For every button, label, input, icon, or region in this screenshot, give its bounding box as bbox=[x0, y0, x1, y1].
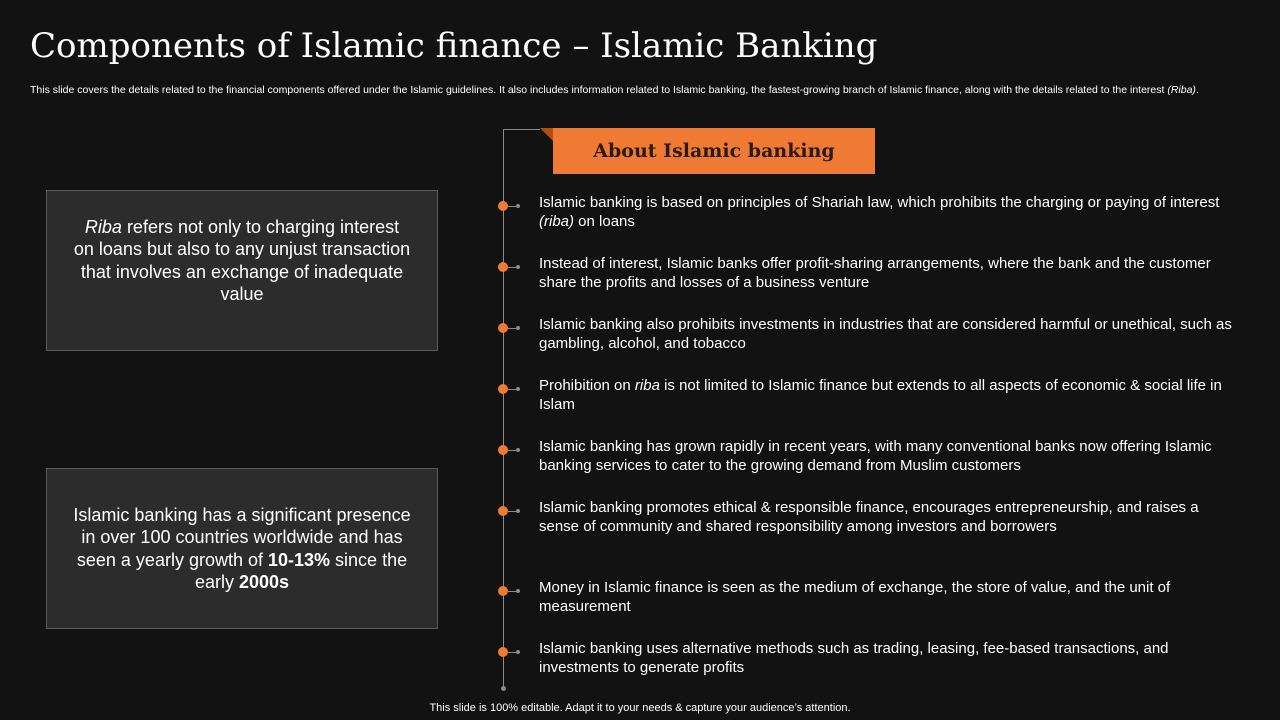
bullet-node-icon bbox=[516, 204, 520, 208]
footer-note: This slide is 100% editable. Adapt it to your needs & capture your audience’s attention. bbox=[429, 702, 851, 714]
bullet-dot-icon bbox=[498, 384, 508, 394]
about-item-text-a: Islamic banking promotes ethical & responsible finance, encourages entrepreneurship, and raises a sense of community and shared responsibility among investors and borrowers bbox=[539, 499, 1199, 535]
riba-term: Riba bbox=[84, 216, 122, 237]
about-item-text-a: Prohibition on bbox=[539, 377, 635, 394]
growth-rate: 10-13% bbox=[268, 549, 331, 570]
about-item-text bbox=[539, 193, 1239, 231]
bullet-dot-icon bbox=[498, 262, 508, 272]
subtitle-end: . bbox=[1195, 84, 1199, 96]
bullet-dot-icon bbox=[498, 445, 508, 455]
about-item-italic: (riba) bbox=[539, 213, 575, 230]
growth-decade: 2000s bbox=[238, 572, 290, 592]
about-item-text-a: Islamic banking uses alternative methods such as trading, leasing, fee-based transactions, and investments to generate profits bbox=[539, 640, 1169, 676]
bullet-node-icon bbox=[516, 326, 520, 330]
bullet-node-icon bbox=[516, 509, 520, 513]
islamic-banking-growth-box bbox=[46, 468, 438, 629]
timeline-line bbox=[503, 129, 504, 689]
about-item-text bbox=[539, 639, 1239, 677]
bullet-dot-icon bbox=[498, 201, 508, 211]
about-item-text-a: Instead of interest, Islamic banks offer profit-sharing arrangements, where the bank and the customer share the profits and losses of a business venture bbox=[539, 255, 1211, 291]
timeline-cap bbox=[503, 129, 540, 130]
riba-definition-box bbox=[46, 190, 438, 351]
subtitle-text: This slide covers the details related to the financial components offered under the Islamic guidelines. It also includes information related to Islamic banking, the fastest-growing branch of Islamic finance, along with the details related to the interest bbox=[30, 84, 1168, 96]
bullet-node-icon bbox=[516, 589, 520, 593]
about-item-text-a: Money in Islamic finance is seen as the medium of exchange, the store of value, and the unit of measurement bbox=[539, 579, 1171, 615]
banner-fold bbox=[540, 128, 553, 141]
riba-definition: refers not only to charging interest on loans but also to any unjust transaction that involves an exchange of inadequate value bbox=[73, 216, 411, 304]
about-islamic-banking-banner: About Islamic banking bbox=[553, 128, 875, 174]
about-item-text bbox=[539, 254, 1239, 292]
subtitle-italic: (Riba) bbox=[1167, 84, 1196, 96]
about-item-text-b: on loans bbox=[574, 213, 635, 230]
bullet-node-icon bbox=[516, 448, 520, 452]
bullet-dot-icon bbox=[498, 647, 508, 657]
growth-text bbox=[73, 504, 411, 594]
growth-text-a: Islamic banking has a significant presence in over 100 countries worldwide and has seen a yearly growth of bbox=[73, 504, 411, 570]
bullet-dot-icon bbox=[498, 506, 508, 516]
bullet-dot-icon bbox=[498, 586, 508, 596]
timeline-end-dot bbox=[501, 686, 506, 691]
about-item-italic: riba bbox=[634, 377, 660, 394]
growth-text-b: since the early bbox=[194, 549, 408, 592]
about-item-text bbox=[539, 437, 1239, 475]
about-item-text-a: Islamic banking is based on principles of Shariah law, which prohibits the charging or paying of interest bbox=[539, 194, 1220, 211]
about-item-text-a: Islamic banking also prohibits investments in industries that are considered harmful or unethical, such as gambling, alcohol, and tobacco bbox=[539, 316, 1232, 352]
about-item-text-b: is not limited to Islamic finance but extends to all aspects of economic & social life in Islam bbox=[539, 377, 1222, 413]
bullet-dot-icon bbox=[498, 323, 508, 333]
slide-title: Components of Islamic finance – Islamic Banking bbox=[30, 26, 878, 66]
about-item-text bbox=[539, 578, 1239, 616]
about-item-text bbox=[539, 498, 1239, 536]
about-item-text-a: Islamic banking has grown rapidly in recent years, with many conventional banks now offering Islamic banking services to cater to the growing demand from Muslim customers bbox=[539, 438, 1212, 474]
bullet-node-icon bbox=[516, 265, 520, 269]
bullet-node-icon bbox=[516, 650, 520, 654]
bullet-node-icon bbox=[516, 387, 520, 391]
about-item-text bbox=[539, 315, 1239, 353]
slide-subtitle bbox=[30, 84, 1260, 97]
about-item-text bbox=[539, 376, 1239, 414]
riba-definition-text bbox=[73, 216, 411, 306]
